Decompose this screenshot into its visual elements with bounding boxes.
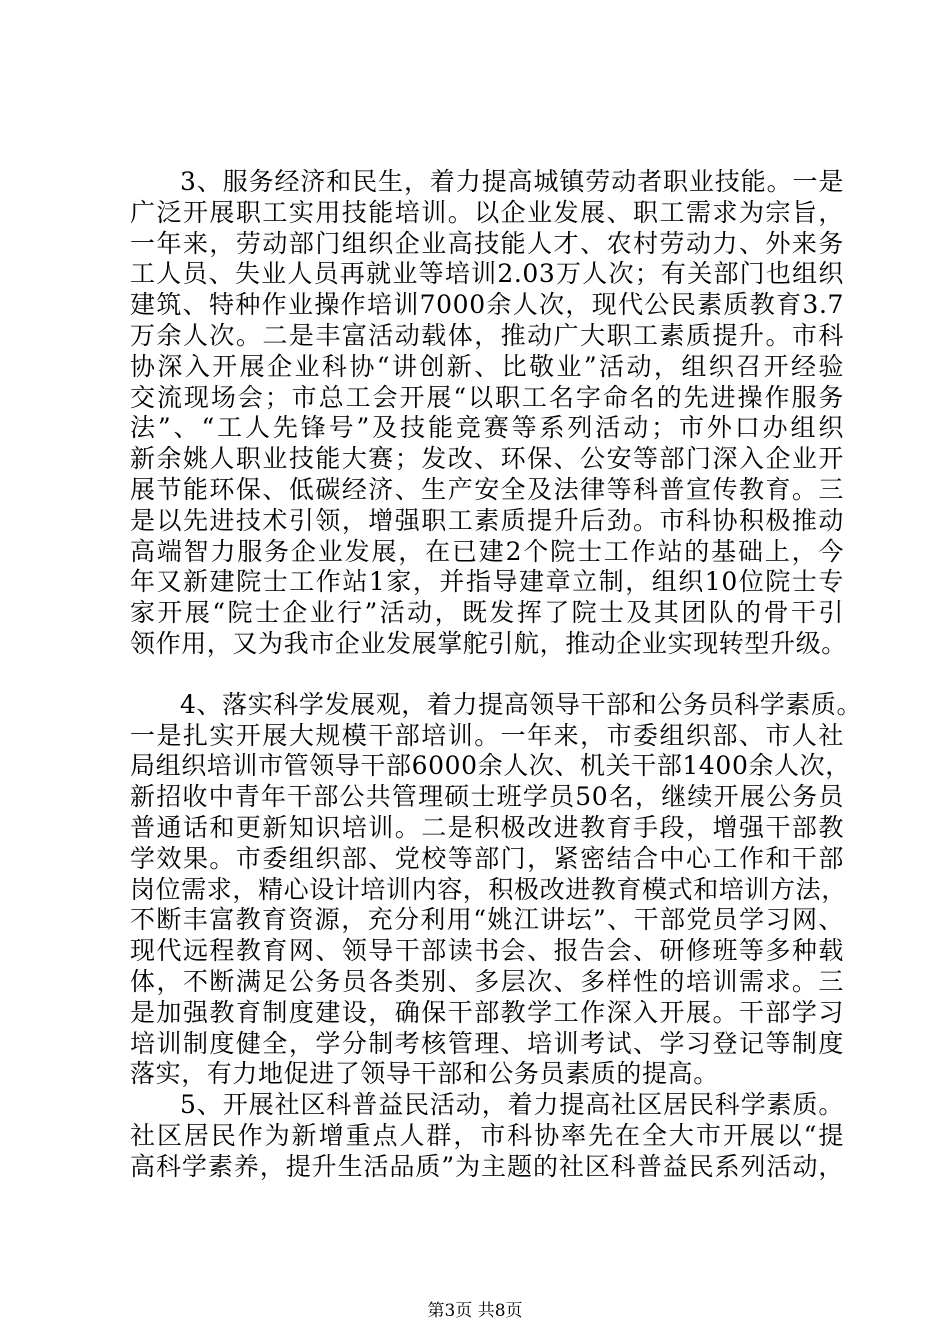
text-line: 家开展“院士企业行”活动，既发挥了院士及其团队的骨干引 [130,598,844,628]
text-line: 交流现场会；市总工会开展“以职工名字命名的先进操作服务 [130,382,844,412]
text-line: 3、服务经济和民生，着力提高城镇劳动者职业技能。一是 [180,167,844,196]
text-line: 普通话和更新知识培训。二是积极改进教育手段，增强干部教 [130,812,844,842]
paragraph-spacer [130,660,844,690]
text-line: 工人员、失业人员再就业等培训2.03万人次；有关部门也组织 [130,259,844,289]
text-line: 是以先进技术引领，增强职工素质提升后劲。市科协积极推动 [130,505,844,535]
text-line: 领作用，又为我市企业发展掌舵引航，推动企业实现转型升级。 [130,628,847,658]
text-line: 培训制度健全，学分制考核管理、培训考试、学习登记等制度 [130,1028,844,1058]
text-line: 不断丰富教育资源，充分利用“姚江讲坛”、干部党员学习网、 [130,905,844,935]
text-line: 展节能环保、低碳经济、生产安全及法律等科普宣传教育。三 [130,474,844,504]
text-line: 法”、“工人先锋号”及技能竞赛等系列活动；市外口办组织 [130,413,844,443]
text-line: 4、落实科学发展观，着力提高领导干部和公务员科学素质。 [180,689,863,719]
text-line: 高科学素养，提升生活品质”为主题的社区科普益民系列活动， [130,1151,844,1181]
text-line: 协深入开展企业科协“讲创新、比敬业”活动，组织召开经验 [130,351,844,381]
text-line: 是加强教育制度建设，确保干部教学工作深入开展。干部学习 [130,997,844,1027]
text-line: 5、开展社区科普益民活动，着力提高社区居民科学素质。 [180,1090,844,1120]
document-body [130,167,863,1183]
page-number-footer: 第3页 共8页 [427,1301,523,1321]
text-line: 体，不断满足公务员各类别、多层次、多样性的培训需求。三 [130,966,844,996]
text-line: 年又新建院士工作站1家，并指导建章立制，组织10位院士专 [130,567,844,597]
text-line: 局组织培训市管领导干部6000余人次、机关干部1400余人次， [130,751,851,781]
text-line: 一是扎实开展大规模干部培训。一年来，市委组织部、市人社 [130,720,844,750]
paragraph-5 [130,1090,844,1182]
text-line: 建筑、特种作业操作培训7000余人次，现代公民素质教育3.7 [130,290,844,320]
text-line: 新余姚人职业技能大赛；发改、环保、公安等部门深入企业开 [130,444,844,474]
text-line: 岗位需求，精心设计培训内容，积极改进教育模式和培训方法， [130,874,847,904]
paragraph-4 [130,689,863,1090]
paragraph-3 [130,167,847,660]
text-line: 新招收中青年干部公共管理硕士班学员50名，继续开展公务员 [130,782,844,812]
text-line: 社区居民作为新增重点人群，市科协率先在全大市开展以“提 [130,1120,844,1150]
text-line: 广泛开展职工实用技能培训。以企业发展、职工需求为宗旨， [130,197,844,227]
text-line: 现代远程教育网、领导干部读书会、报告会、研修班等多种载 [130,936,844,966]
text-line: 万余人次。二是丰富活动载体，推动广大职工素质提升。市科 [130,320,844,350]
text-line: 学效果。市委组织部、党校等部门，紧密结合中心工作和干部 [130,843,844,873]
text-line: 高端智力服务企业发展，在已建2个院士工作站的基础上，今 [130,536,844,566]
text-line: 落实，有力地促进了领导干部和公务员素质的提高。 [130,1059,719,1089]
text-line: 一年来，劳动部门组织企业高技能人才、农村劳动力、外来务 [130,228,844,258]
